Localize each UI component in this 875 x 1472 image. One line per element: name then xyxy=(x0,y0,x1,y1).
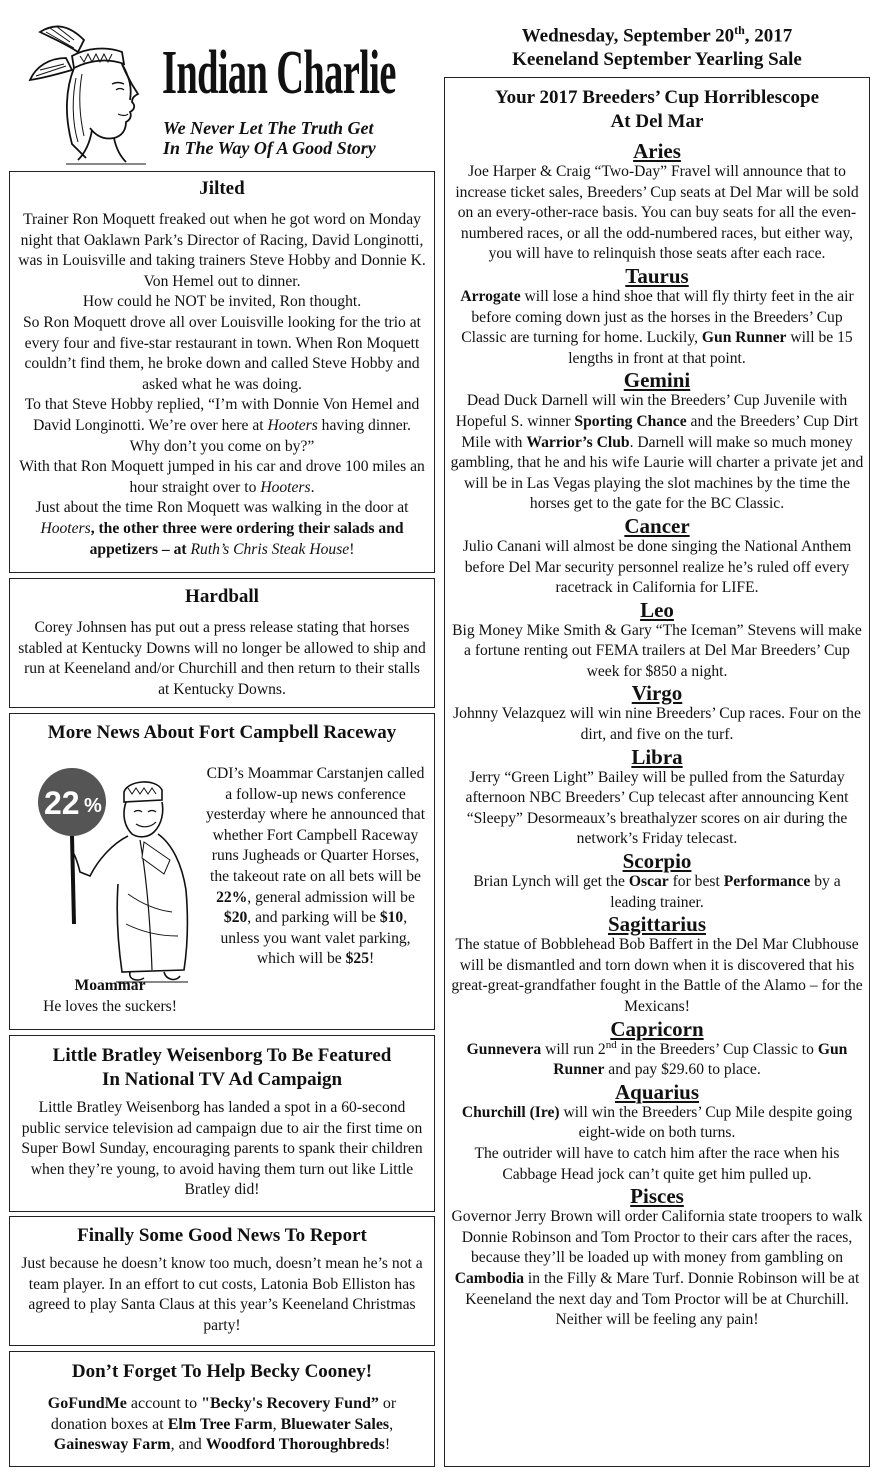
sign-virgo xyxy=(449,682,865,745)
horoscope-title: Your 2017 Breeders’ Cup Horriblescope At Del Mar xyxy=(494,87,820,132)
sign-text: Governor Jerry Brown will order California state troopers to walk Donnie Robinson and Tom Proctor to their cars after the races, because they’ll be loaded up with money from gambling on Cambodia in the Filly & Mare Turf. Donnie Robinson will be at Keeneland the next day and Tom Proctor will be at Churchill. Neither will be feeling any pain! xyxy=(451,1208,863,1329)
sign-text: Churchill (Ire) will win the Breeders’ Cup Mile despite going eight-wide on both turns. The outrider will have to catch him after the race when his Cabbage Head jock can’t quite get him pulled up. xyxy=(461,1103,853,1183)
tagline-line-2: In The Way Of A Good Story xyxy=(163,138,376,158)
article-body: GoFundMe account to "Becky's Recovery Fund” or donation boxes at Elm Tree Farm, Bluewater Sales, Gainesway Farm, and Woodford Thoroughbreds! xyxy=(47,1395,397,1454)
dateline xyxy=(444,18,870,72)
article-body: CDI’s Moammar Carstanjen called a follow-up news conference yesterday where he announced that whether Fort Campbell Raceway runs Jugheads or Quarter Horses, the takeout rate on all bets will be 22%, general admission will be $20, and parking will be $10, unless you want valet parking, which will be $25! xyxy=(205,765,426,968)
sign-title: Pisces xyxy=(630,1184,684,1209)
sign-libra xyxy=(449,746,865,850)
sign-text: Joe Harper & Craig “Two-Day” Fravel will announce that to increase ticket sales, Breeders’ Cup seats at Del Mar will be sold on an every-other-race basis. You can buy seats for all the even-numbered races, or all the odd-numbered races, but either way, you will have to relinquish those seats after each race. xyxy=(455,163,859,263)
sign-capricorn xyxy=(449,1018,865,1081)
article-title: Little Bratley Weisenborg To Be Featured In National TV Ad Campaign xyxy=(52,1045,392,1090)
sign-title: Aquarius xyxy=(614,1079,700,1104)
sign-title: Leo xyxy=(640,597,674,622)
article-title: Finally Some Good News To Report xyxy=(77,1225,367,1246)
percent-badge: 22 xyxy=(44,785,80,821)
sign-title: Aries xyxy=(633,139,681,163)
article-title: Don’t Forget To Help Becky Cooney! xyxy=(71,1361,373,1382)
sign-text: The statue of Bobblehead Bob Baffert in the Del Mar Clubhouse will be dismantled and torn down when it is discovered that his great-great-grandfather fought in the Battle of the Alamo – for the Mexicans! xyxy=(451,936,863,1015)
article-jilted xyxy=(9,171,435,573)
sign-text: Arrogate will lose a hind shoe that will fly thirty feet in the air before coming down just as the horses in the Breeders’ Cup Classic are turning for home. Luckily, Gun Runner will be 15 lengths in front at that point. xyxy=(460,287,854,367)
masthead-title: Indian Charlie xyxy=(162,39,396,107)
article-bratley xyxy=(9,1035,435,1212)
sign-pisces xyxy=(449,1185,865,1331)
sign-gemini xyxy=(449,369,865,515)
sign-title: Sagittarius xyxy=(607,912,706,937)
sign-text: Brian Lynch will get the Oscar for best Performance by a leading trainer. xyxy=(473,873,841,911)
sign-scorpio xyxy=(449,850,865,913)
article-becky xyxy=(9,1351,435,1467)
caption-text: He loves the suckers! xyxy=(43,998,177,1015)
article-body: Just because he doesn’t know too much, doesn’t mean he’s not a team player. In an effort to cut costs, Latonia Bob Elliston has agreed to play Santa Claus at this year’s Keeneland Christmas party! xyxy=(21,1255,423,1334)
tagline-line-1: We Never Let The Truth Get xyxy=(163,118,374,138)
sign-text: Jerry “Green Light” Bailey will be pulled from the Saturday afternoon NBC Breeders’ Cup telecast after announcing Kent “Sleepy” Desormeaux’s breathalyzer scores on air during the network’s Friday telecast. xyxy=(465,768,849,848)
dateline-event: Keeneland September Yearling Sale xyxy=(512,49,802,71)
article-title: Hardball xyxy=(185,586,259,607)
article-fort-campbell xyxy=(9,713,435,1030)
article-body: Little Bratley Weisenborg has landed a spot in a 60-second public service television ad campaign due to air the first time on Super Bowl Sunday, encouraging parents to spank their children when they’re young, to avoid having them turn out like Little Bratley did! xyxy=(21,1099,423,1199)
article-good-news xyxy=(9,1216,435,1346)
sign-leo xyxy=(449,599,865,683)
sign-cancer xyxy=(449,515,865,599)
caption-name: Moammar xyxy=(74,977,146,994)
sign-taurus xyxy=(449,265,865,369)
dateline-date: Wednesday, September 20th, 2017 xyxy=(521,23,793,47)
horoscope-column xyxy=(444,77,870,1467)
sign-title: Libra xyxy=(631,744,683,769)
moammar-caricature-icon xyxy=(32,764,196,990)
masthead xyxy=(0,0,440,168)
sign-title: Capricorn xyxy=(610,1016,704,1041)
sign-title: Taurus xyxy=(625,263,689,288)
masthead-tagline xyxy=(163,118,433,158)
article-title: Jilted xyxy=(199,178,245,199)
article-body: Trainer Ron Moquett freaked out when he got word on Monday night that Oaklawn Park’s Director of Racing, David Longinotti, was in Louisville and taking trainers Steve Hobby and Donnie K. Von Hemel out to dinner. How could he NOT be invited, Ron thought. So Ron Moquett drove all over Louisville looking for the trio at every four and five-star restaurant in town. When Ron Moquett couldn’t find them, he broke down and called Steve Hobby and asked what he was doing. To that Steve Hobby replied, “I’m with Donnie Von Hemel and David Longinotti. We’re over here at Hooters having dinner. Why don’t you come on by?” With that Ron Moquett jumped in his car and drove 100 miles an hour straight over to Hooters. Just about the time Ron Moquett was walking in the door at Hooters, the other three were ordering their salads and appetizers – at Ruth’s Chris Steak House! xyxy=(18,211,426,558)
sign-text: Dead Duck Darnell will win the Breeders’ Cup Juvenile with Hopeful S. winner Sporting Chance and the Breeders’ Cup Dirt Mile with Warrior’s Club. Darnell will make so much money gambling, that he and his wife Laurie will charter a private jet and will be in Las Vegas playing the slot machines by the time the horses get to the gate for the BC Classic. xyxy=(450,392,864,513)
sign-aries xyxy=(449,140,865,265)
percent-badge-unit: % xyxy=(84,795,102,817)
sign-text: Johnny Velazquez will win nine Breeders’ Cup races. Four on the dirt, and five on the turf. xyxy=(453,705,861,744)
article-body: Corey Johnsen has put out a press release stating that horses stabled at Kentucky Downs will no longer be allowed to ship and run at Keeneland and/or Churchill and then return to their stalls at Kentucky Downs. xyxy=(18,619,426,698)
sign-title: Scorpio xyxy=(622,849,692,874)
sign-text: Julio Canani will almost be done singing the National Anthem before Del Mar security personnel realize he’s ruled off every racetrack in California for LIFE. xyxy=(462,537,852,597)
sign-text: Big Money Mike Smith & Gary “The Iceman” Stevens will make a fortune renting out FEMA trailers at Del Mar Breeders’ Cup week for $850 a night. xyxy=(452,621,862,680)
sign-title: Gemini xyxy=(623,368,691,393)
sign-aquarius xyxy=(449,1081,865,1185)
sign-text: Gunnevera will run 2nd in the Breeders’ Cup Classic to Gun Runner and pay $29.60 to place. xyxy=(466,1038,848,1079)
indian-chief-head-icon xyxy=(26,18,154,166)
article-hardball xyxy=(9,578,435,708)
sign-sagittarius xyxy=(449,913,865,1017)
sign-title: Virgo xyxy=(631,681,683,706)
article-title: More News About Fort Campbell Raceway xyxy=(47,722,397,743)
sign-title: Cancer xyxy=(624,513,690,538)
